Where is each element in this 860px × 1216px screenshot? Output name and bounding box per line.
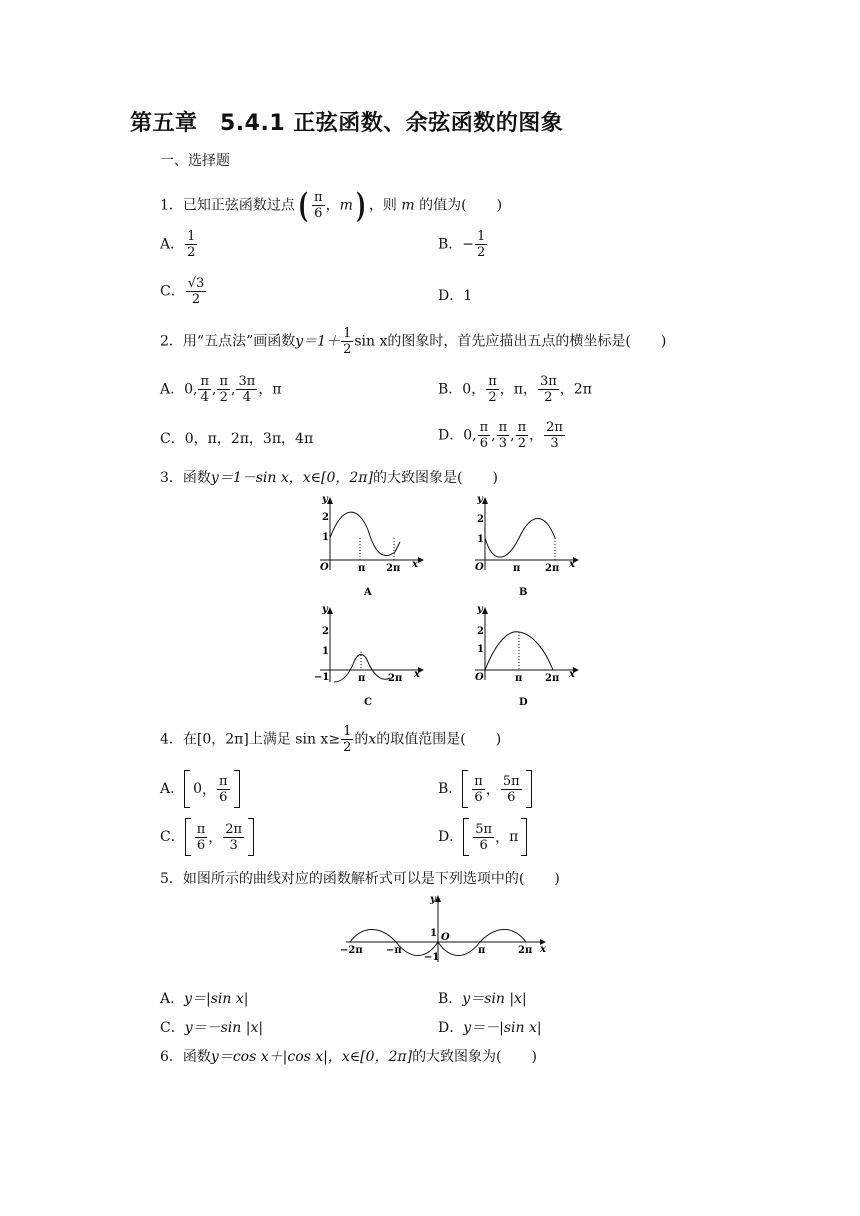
question-6: 6．函数y＝cos x＋|cos x|，x∈[0，2π]的大致图象为( ) bbox=[160, 1049, 537, 1065]
svg-text:−1: −1 bbox=[314, 672, 330, 683]
q3-graph-a[interactable] bbox=[320, 494, 424, 598]
q1-option-a[interactable]: A． $\frac{1}{2}$ bbox=[160, 229, 196, 260]
q2-option-b[interactable]: B．0， $\frac{\pi}{2}$ ，π， $\frac{3\pi}{2}$ ，2π bbox=[438, 374, 592, 405]
svg-text:y: y bbox=[430, 894, 436, 905]
svg-text:1: 1 bbox=[477, 534, 484, 545]
svg-text:2π: 2π bbox=[545, 673, 560, 684]
svg-text:π: π bbox=[513, 563, 521, 574]
svg-text:y: y bbox=[322, 604, 328, 615]
q1-option-c[interactable]: C． $\frac{√3}{2}$ bbox=[160, 276, 205, 307]
svg-text:1: 1 bbox=[322, 532, 329, 543]
svg-text:y: y bbox=[477, 604, 483, 615]
question-1: 1．已知正弦函数过点( $\frac{\pi}{6}$ ，m) ，则 m 的值为( ) bbox=[160, 185, 503, 226]
svg-text:C: C bbox=[364, 697, 372, 708]
svg-text:π: π bbox=[358, 563, 366, 574]
q5-option-c[interactable]: C．y＝－sin |x| bbox=[160, 1020, 264, 1036]
section-heading: 一、选择题 bbox=[160, 153, 230, 169]
q5-graph bbox=[340, 890, 560, 970]
q1-stem: 1．已知正弦函数过点 bbox=[160, 197, 295, 214]
question-5: 5．如图所示的曲线对应的函数解析式可以是下列选项中的( ) bbox=[160, 871, 560, 887]
q2-option-c[interactable]: C．0，π，2π，3π，4π bbox=[160, 431, 314, 447]
q5-option-b[interactable]: B．y＝sin |x| bbox=[438, 991, 527, 1007]
svg-text:2π: 2π bbox=[388, 673, 403, 684]
svg-text:x: x bbox=[414, 669, 420, 680]
svg-text:x: x bbox=[540, 944, 546, 955]
svg-text:O: O bbox=[441, 932, 450, 943]
svg-text:O: O bbox=[475, 672, 484, 683]
svg-text:2π: 2π bbox=[545, 563, 560, 574]
svg-text:2π: 2π bbox=[386, 563, 401, 574]
svg-text:π: π bbox=[358, 673, 366, 684]
svg-text:1: 1 bbox=[430, 928, 437, 939]
svg-text:−π: −π bbox=[386, 945, 402, 956]
q3-graph-c[interactable] bbox=[314, 604, 424, 708]
q1-option-d[interactable]: D．1 bbox=[438, 288, 473, 304]
svg-text:B: B bbox=[519, 587, 528, 598]
q5-option-a[interactable]: A．y＝|sin x| bbox=[160, 991, 249, 1007]
svg-text:−1: −1 bbox=[424, 952, 440, 963]
question-3: 3．函数y＝1－sin x，x∈[0，2π]的大致图象是( ) bbox=[160, 470, 498, 486]
svg-text:O: O bbox=[475, 562, 484, 573]
svg-text:π: π bbox=[515, 673, 523, 684]
q3-graph-d[interactable] bbox=[475, 604, 579, 708]
q4-option-b[interactable]: B． $\frac{\pi}{6}$ ， $\frac{5\pi}{6}$ bbox=[438, 770, 532, 808]
q3-graphs bbox=[300, 490, 580, 710]
page-title: 第五章 5.4.1 正弦函数、余弦函数的图象 bbox=[130, 111, 564, 136]
svg-text:x: x bbox=[569, 559, 575, 570]
right-paren: ) bbox=[356, 185, 366, 226]
q1-point-x: $\frac{\pi}{6}$ bbox=[314, 190, 323, 221]
q4-option-c[interactable]: C． $\frac{\pi}{6}$ ， $\frac{2\pi}{3}$ bbox=[160, 818, 254, 856]
svg-text:D: D bbox=[519, 697, 528, 708]
svg-text:x: x bbox=[569, 669, 575, 680]
left-paren: ( bbox=[298, 185, 308, 226]
svg-text:1: 1 bbox=[477, 644, 484, 655]
svg-text:2: 2 bbox=[477, 514, 484, 525]
question-4: 4．在[0，2π]上满足 sin x≥ $\frac{1}{2}$ 的x的取值范围是( ) bbox=[160, 724, 502, 755]
svg-text:x: x bbox=[412, 559, 418, 570]
question-2: 2．用“五点法”画函数y＝1＋ $\frac{1}{2}$ sin x的图象时，首先应描出五点的横坐标是( ) bbox=[160, 326, 667, 357]
q4-option-d[interactable]: D． $\frac{5\pi}{6}$ ， π bbox=[438, 818, 527, 856]
svg-text:−2π: −2π bbox=[340, 945, 363, 956]
svg-text:y: y bbox=[477, 494, 483, 505]
q2-option-a[interactable]: A．0, $\frac{\pi}{4}$ , $\frac{\pi}{2}$ , $\frac{3\pi}{4}$ ，π bbox=[160, 374, 282, 405]
svg-text:π: π bbox=[478, 945, 486, 956]
svg-text:y: y bbox=[322, 494, 328, 505]
svg-text:O: O bbox=[320, 562, 329, 573]
q1-point-m: m bbox=[339, 197, 353, 214]
svg-text:2: 2 bbox=[322, 512, 329, 523]
q4-option-a[interactable]: A． 0 ， $\frac{\pi}{6}$ bbox=[160, 770, 240, 808]
q1-option-b[interactable]: B．− $\frac{1}{2}$ bbox=[438, 229, 486, 260]
svg-text:2: 2 bbox=[477, 626, 484, 637]
svg-text:A: A bbox=[364, 587, 372, 598]
q3-graph-b[interactable] bbox=[475, 494, 579, 598]
svg-text:2: 2 bbox=[322, 626, 329, 637]
q5-option-d[interactable]: D．y＝－|sin x| bbox=[438, 1020, 542, 1036]
svg-text:1: 1 bbox=[322, 646, 329, 657]
svg-text:2π: 2π bbox=[518, 945, 533, 956]
q2-option-d[interactable]: D．0, $\frac{\pi}{6}$ , $\frac{\pi}{3}$ , $\frac{\pi}{2}$ ， $\frac{2\pi}{3}$ bbox=[438, 420, 563, 451]
